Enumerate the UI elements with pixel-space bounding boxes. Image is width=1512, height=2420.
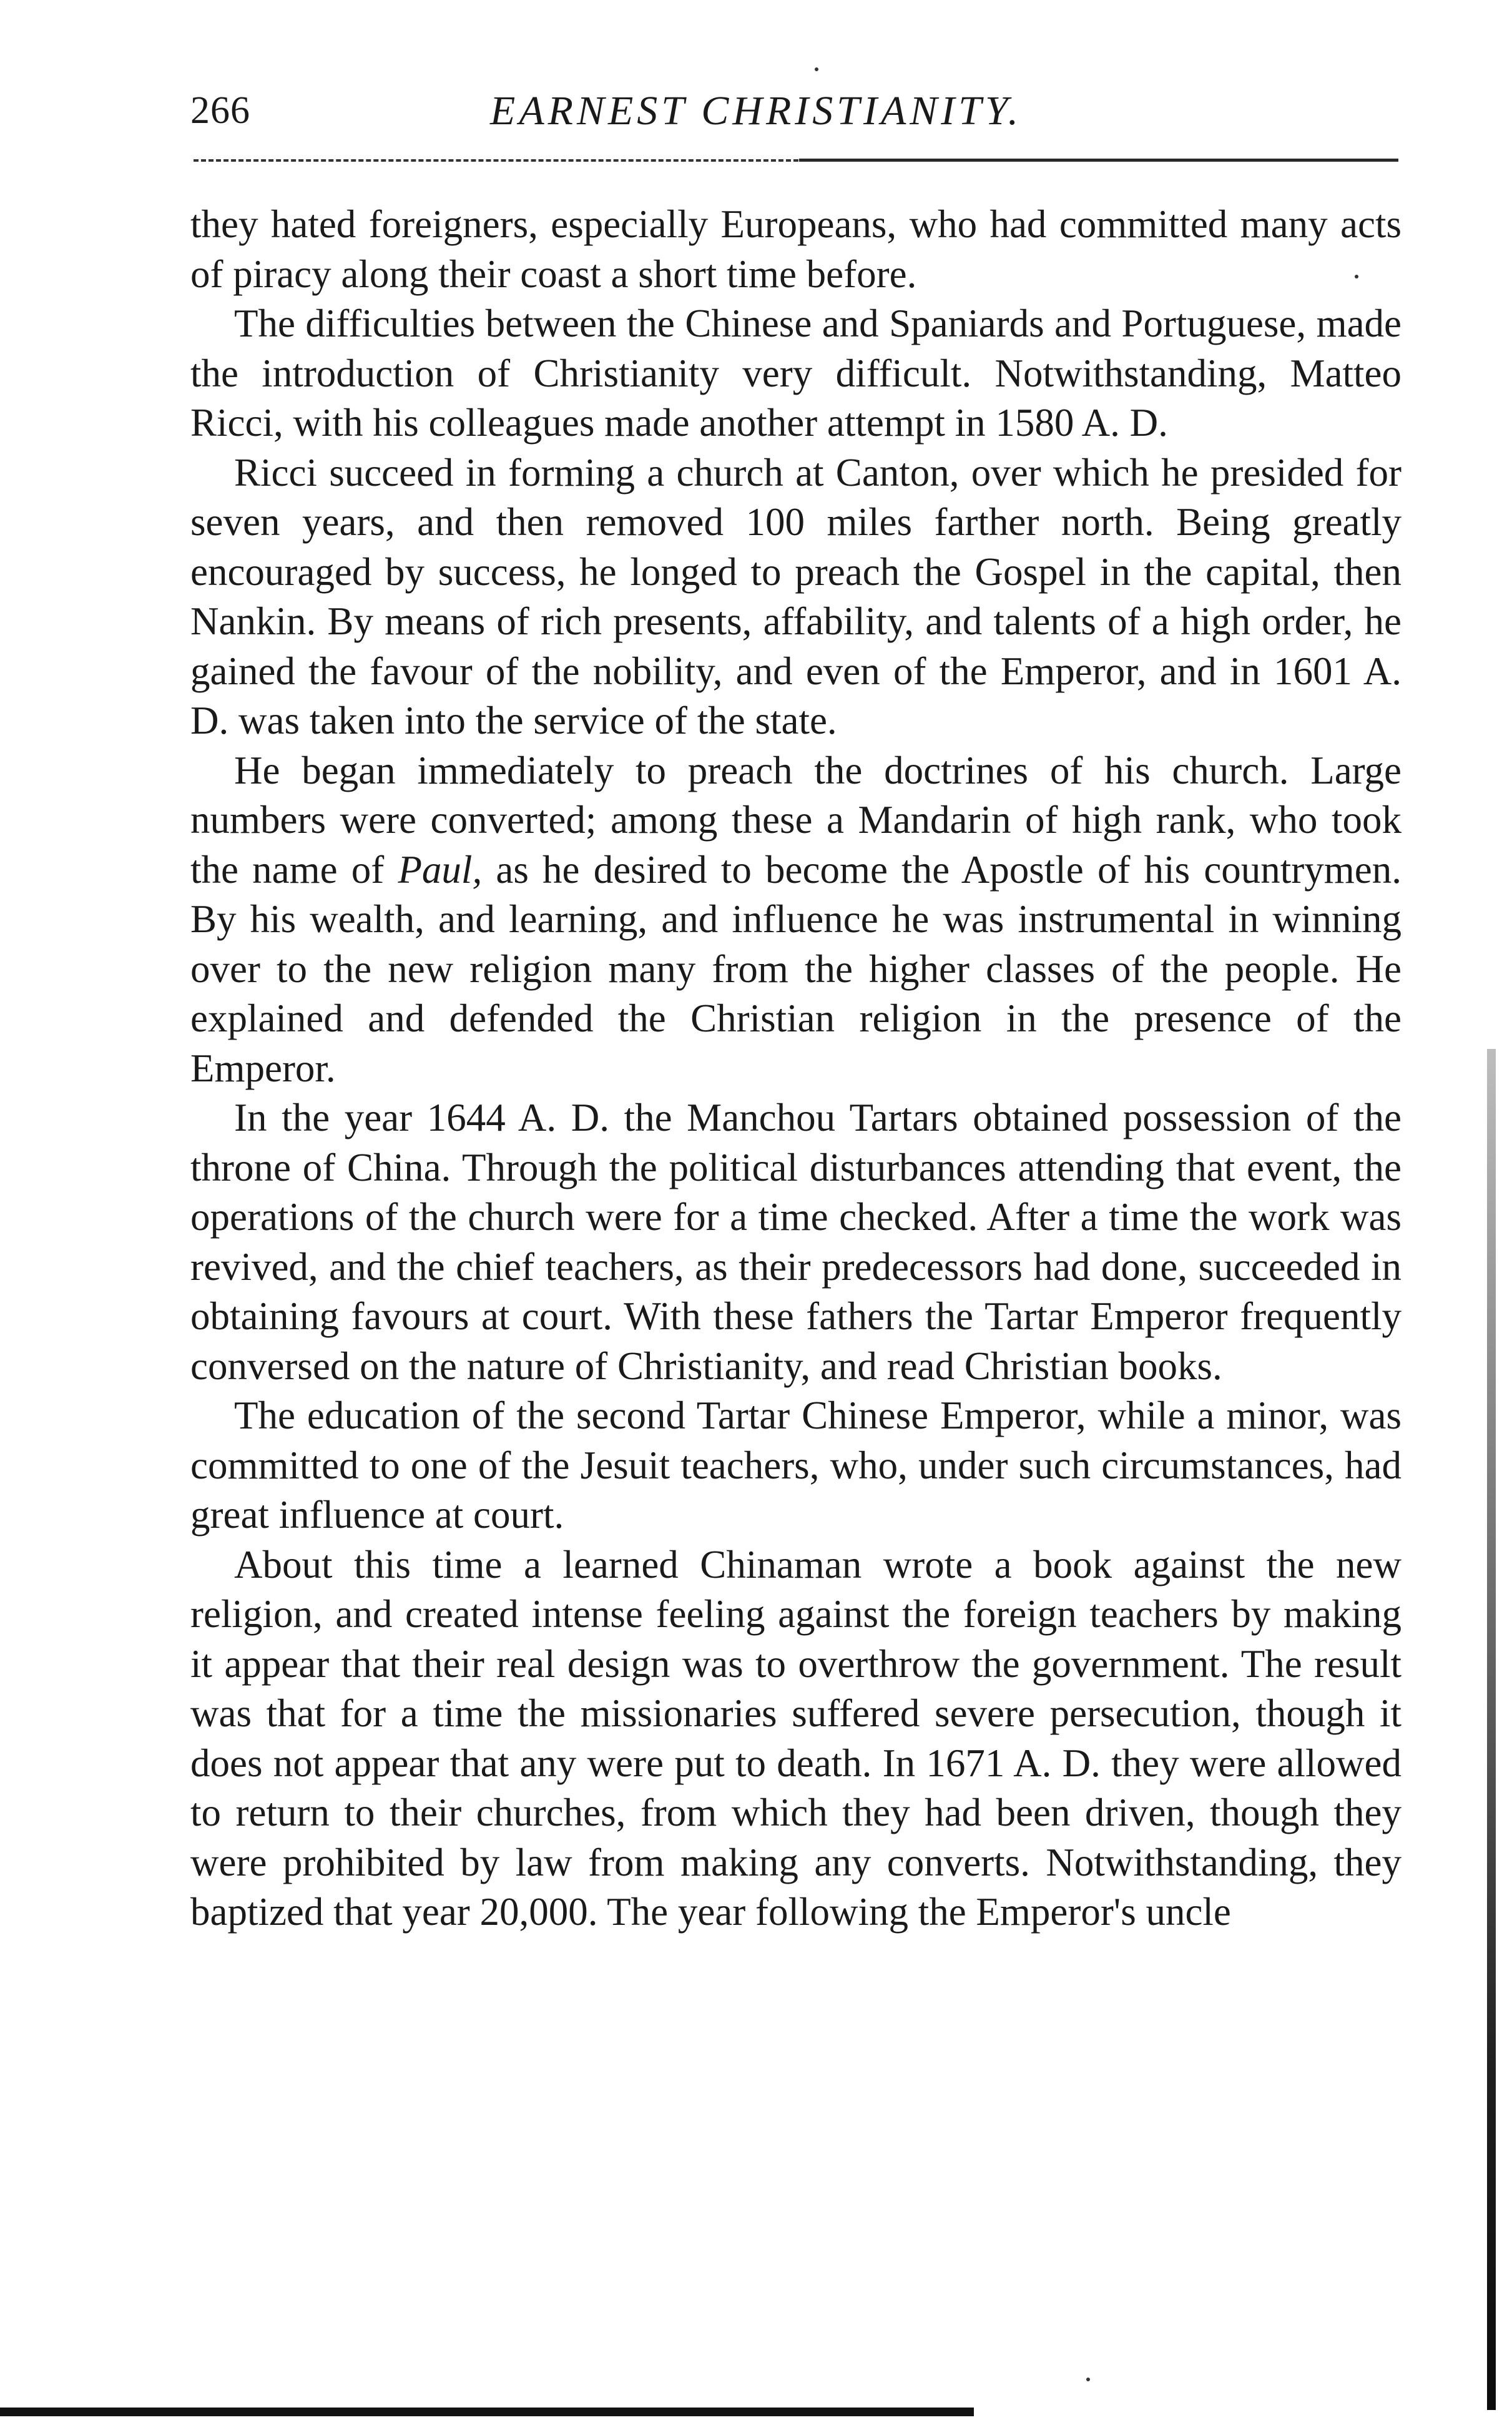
header-rule-solid [799,159,1398,162]
paragraph-text: as he desired to become the Apostle of his countrymen. By his wealth, and learning, and influence he was instrumental in winning over to the new religion many from the higher classes of the people. He explained and defended the Christian religion in the presence of the Emperor. [190,847,1402,1090]
paragraph-text: He began immediately to preach the doctrines of his church. Large numbers were converted; among these a Mandarin of high rank, who took the name of [190,748,1402,892]
paragraph: Ricci succeed in forming a church at Canton, over which he presided for seven years, and then removed 100 miles farther north. Being greatly encouraged by success, he longed to preach the Gospel in the capital, then Nankin. By means of rich presents, affability, and talents of a high order, he gained the favour of the nobility, and even of the Emperor, and in 1601 A. D. was taken into the service of the state. [190,450,1402,742]
scan-speck [1355,275,1358,278]
emphasis-paul: Paul, [398,847,483,892]
scan-speck [1086,2378,1090,2381]
paragraph [190,746,1402,1094]
page-number: 266 [190,89,250,132]
running-title: EARNEST CHRISTIANITY. [490,88,1023,134]
scan-edge-bottom [0,2408,974,2416]
scan-speck [815,67,818,71]
running-head [190,81,1402,144]
paragraph: The education of the second Tartar Chinese Emperor, while a minor, was committed to one of the Jesuit teachers, who, under such circumstances, had great influence at court. [190,1394,1402,1537]
paragraph: About this time a learned Chinaman wrote a book against the new religion, and created intense feeling against the foreign teachers by making it appear that their real design was to overthrow the government. The result was that for a time the missionaries suffered severe persecution, though it does not appear that any were put to death. In 1671 A. D. they were allowed to return to their churches, from which they had been driven, though they were prohibited by law from making any converts. Notwithstanding, they baptized that year 20,000. The year following the Emperor's uncle [190,1542,1402,1934]
paragraph: The difficulties between the Chinese and Spaniards and Portuguese, made the introduction of Christianity very difficult. Notwithstanding, Matteo Ricci, with his colleagues made another attempt in 1580 A. D. [190,302,1402,445]
paragraph-continued: they hated foreigners, especially Europeans, who had committed many acts of piracy along their coast a short time before. [190,202,1402,296]
paragraph: In the year 1644 A. D. the Manchou Tartars obtained possession of the throne of China. Through the political disturbances attending that event, the operations of the church were for a time checked. After a time the work was revived, and the chief teachers, as their predecessors had done, succeeded in obtaining favours at court. With these fathers the Tartar Emperor frequently conversed on the nature of Christianity, and read Christian books. [190,1096,1402,1388]
scan-edge-right [1487,1049,1496,2410]
body-text [190,200,1402,1937]
